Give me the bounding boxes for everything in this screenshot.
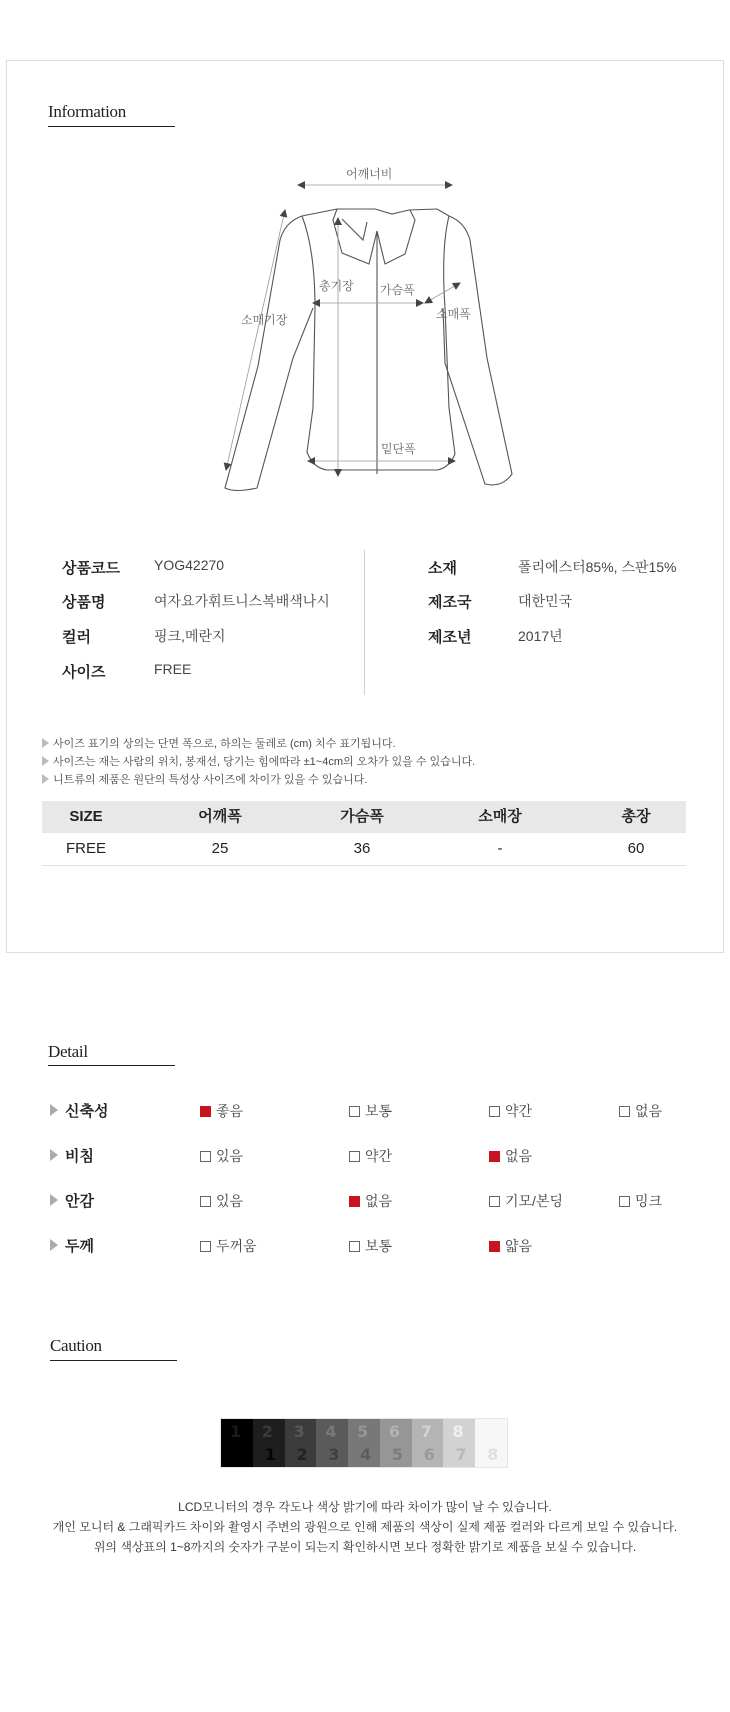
option-label: 없음 xyxy=(635,1103,663,1119)
triangle-bullet-icon xyxy=(42,756,49,766)
checkbox-checked-icon[interactable] xyxy=(200,1106,211,1117)
spec-key: 소재 xyxy=(428,560,457,577)
caution-notice xyxy=(0,1497,730,1557)
detail-label: 비침 xyxy=(65,1148,94,1165)
spec-key: 제조년 xyxy=(428,629,472,646)
triangle-bullet-icon xyxy=(50,1194,58,1206)
swatch-cell xyxy=(253,1419,285,1467)
checkbox-unchecked-icon[interactable] xyxy=(619,1106,630,1117)
option-label: 얇음 xyxy=(505,1238,533,1254)
checkbox-unchecked-icon[interactable] xyxy=(349,1241,360,1252)
label-hem-width: 밑단폭 xyxy=(381,442,416,456)
spec-key: 사이즈 xyxy=(62,664,106,681)
note-text: 사이즈는 재는 사람의 위치, 봉재선, 당기는 힘에따라 ±1~4cm의 오차가 있을 수 있습니다. xyxy=(53,756,476,768)
swatch-top-number: 5 xyxy=(357,1422,369,1441)
checkbox-checked-icon[interactable] xyxy=(489,1151,500,1162)
information-title-underline xyxy=(48,126,175,127)
swatch-top-number: 6 xyxy=(388,1422,401,1441)
option-label: 두꺼움 xyxy=(216,1238,257,1254)
swatch-cell xyxy=(475,1419,507,1467)
detail-option[interactable] xyxy=(619,1101,662,1121)
detail-option[interactable] xyxy=(489,1236,532,1256)
detail-option[interactable] xyxy=(489,1146,532,1166)
jacket-outline xyxy=(225,209,512,491)
detail-label: 두께 xyxy=(65,1238,94,1255)
size-cell: - xyxy=(497,840,503,857)
triangle-bullet-icon xyxy=(50,1104,58,1116)
spec-value: 핑크,메란지 xyxy=(154,628,226,644)
swatch-top-number: 2 xyxy=(261,1422,273,1441)
triangle-bullet-icon xyxy=(42,738,49,748)
option-label: 있음 xyxy=(216,1193,244,1209)
information-title: Information xyxy=(48,102,126,121)
label-total-length: 총기장 xyxy=(319,279,354,293)
detail-option[interactable] xyxy=(489,1101,532,1121)
detail-option[interactable] xyxy=(200,1191,243,1211)
spec-divider xyxy=(364,550,365,695)
note-item xyxy=(42,753,475,771)
label-sleeve-width: 소매폭 xyxy=(436,307,471,321)
caution-line: LCD모니터의 경우 각도나 색상 밝기에 따라 차이가 많이 날 수 있습니다. xyxy=(178,1500,552,1514)
swatch-bottom-number: 2 xyxy=(296,1445,308,1464)
swatch-top-number: 7 xyxy=(420,1422,432,1441)
swatch-cell xyxy=(443,1419,475,1467)
spec-key: 컬러 xyxy=(62,629,91,646)
option-label: 좋음 xyxy=(216,1103,244,1119)
size-header-cell: 가슴폭 xyxy=(340,808,384,825)
swatch-bottom-number: 1 xyxy=(264,1445,276,1464)
checkbox-checked-icon[interactable] xyxy=(489,1241,500,1252)
swatch-cell xyxy=(348,1419,380,1467)
label-shoulder-width: 어깨너비 xyxy=(346,167,393,181)
detail-option[interactable] xyxy=(200,1236,257,1256)
size-header-cell: 총장 xyxy=(621,808,651,825)
swatch-bottom-number: 6 xyxy=(423,1445,435,1464)
spec-value: FREE xyxy=(154,661,192,677)
checkbox-unchecked-icon[interactable] xyxy=(619,1196,630,1207)
checkbox-unchecked-icon[interactable] xyxy=(349,1151,360,1162)
spec-value: 대한민국 xyxy=(518,593,573,609)
swatch-cell xyxy=(412,1419,444,1467)
swatch-bottom-number: 7 xyxy=(455,1445,467,1464)
option-label: 없음 xyxy=(365,1193,393,1209)
spec-value: YOG42270 xyxy=(154,557,225,573)
option-label: 없음 xyxy=(505,1148,533,1164)
swatch-cell xyxy=(285,1419,317,1467)
size-notes xyxy=(42,735,475,789)
detail-option[interactable] xyxy=(619,1191,662,1211)
checkbox-unchecked-icon[interactable] xyxy=(489,1106,500,1117)
size-cell: 60 xyxy=(627,840,645,857)
size-header-cell: 소매장 xyxy=(478,808,522,825)
size-header-cell: 어깨폭 xyxy=(198,808,242,825)
option-label: 있음 xyxy=(216,1148,244,1164)
spec-key: 제조국 xyxy=(428,594,472,611)
option-label: 보통 xyxy=(365,1103,393,1119)
detail-option[interactable] xyxy=(489,1191,563,1211)
caution-title-underline xyxy=(50,1360,177,1361)
spec-value: 2017년 xyxy=(518,628,563,644)
swatch-top-number: 1 xyxy=(230,1422,242,1441)
detail-option[interactable] xyxy=(200,1146,243,1166)
swatch-top-number: 4 xyxy=(325,1422,337,1441)
checkbox-unchecked-icon[interactable] xyxy=(200,1196,211,1207)
swatch-bottom-number: 4 xyxy=(360,1445,372,1464)
note-text: 사이즈 표기의 상의는 단면 폭으로, 하의는 둘레로 (cm) 치수 표기됩니다. xyxy=(53,738,396,750)
note-item xyxy=(42,771,475,789)
garment-measurement-diagram xyxy=(205,158,525,498)
option-label: 보통 xyxy=(365,1238,393,1254)
triangle-bullet-icon xyxy=(50,1239,58,1251)
label-chest-width: 가슴폭 xyxy=(380,283,415,297)
detail-option[interactable] xyxy=(200,1101,243,1121)
detail-title: Detail xyxy=(48,1042,88,1061)
swatch-top-number: 3 xyxy=(293,1422,305,1441)
swatch-bottom-number: 3 xyxy=(328,1445,340,1464)
swatch-cell xyxy=(380,1419,412,1467)
size-table xyxy=(42,801,686,866)
detail-label: 안감 xyxy=(65,1193,94,1210)
detail-title-underline xyxy=(48,1065,175,1066)
caution-line: 위의 색상표의 1~8까지의 숫자가 구분이 되는지 확인하시면 보다 정확한 밝기로 제품을 보실 수 있습니다. xyxy=(93,1540,637,1554)
spec-value: 폴리에스터85%, 스판15% xyxy=(518,559,677,575)
caution-title: Caution xyxy=(50,1336,102,1355)
checkbox-unchecked-icon[interactable] xyxy=(349,1106,360,1117)
swatch-bottom-number: 8 xyxy=(487,1445,499,1464)
note-item xyxy=(42,735,475,753)
caution-line: 개인 모니터 & 그래픽카드 차이와 촬영시 주변의 광원으로 인해 제품의 색상이 실제 제품 컬러와 다르게 보일 수 있습니다. xyxy=(52,1520,678,1534)
swatch-cell xyxy=(316,1419,348,1467)
option-label: 약간 xyxy=(505,1103,533,1119)
swatch-cell xyxy=(221,1419,253,1467)
option-label: 기모/본딩 xyxy=(505,1193,563,1209)
checkbox-unchecked-icon[interactable] xyxy=(200,1151,211,1162)
spec-value: 여자요가휘트니스복배색나시 xyxy=(154,593,330,609)
size-header-cell: SIZE xyxy=(69,808,103,825)
spec-key: 상품코드 xyxy=(62,560,120,577)
size-cell: 25 xyxy=(211,840,229,857)
swatch-top-number: 8 xyxy=(452,1422,464,1441)
note-text: 니트류의 제품은 원단의 특성상 사이즈에 차이가 있을 수 있습니다. xyxy=(53,774,368,786)
detail-label: 신축성 xyxy=(65,1103,109,1120)
checkbox-unchecked-icon[interactable] xyxy=(200,1241,211,1252)
checkbox-checked-icon[interactable] xyxy=(349,1196,360,1207)
checkbox-unchecked-icon[interactable] xyxy=(489,1196,500,1207)
label-sleeve-length: 소매기장 xyxy=(241,313,288,327)
brightness-test-chart xyxy=(220,1418,508,1468)
triangle-bullet-icon xyxy=(50,1149,58,1161)
detail-option[interactable] xyxy=(349,1191,392,1211)
size-cell: 36 xyxy=(353,840,371,857)
detail-option[interactable] xyxy=(349,1101,392,1121)
triangle-bullet-icon xyxy=(42,774,49,784)
detail-option[interactable] xyxy=(349,1146,392,1166)
swatch-bottom-number: 5 xyxy=(391,1445,404,1464)
size-table-header xyxy=(42,801,686,833)
size-table-row xyxy=(42,833,686,866)
option-label: 약간 xyxy=(365,1148,393,1164)
size-cell: FREE xyxy=(65,840,106,857)
spec-key: 상품명 xyxy=(62,594,106,611)
detail-option[interactable] xyxy=(349,1236,392,1256)
option-label: 밍크 xyxy=(635,1193,663,1209)
